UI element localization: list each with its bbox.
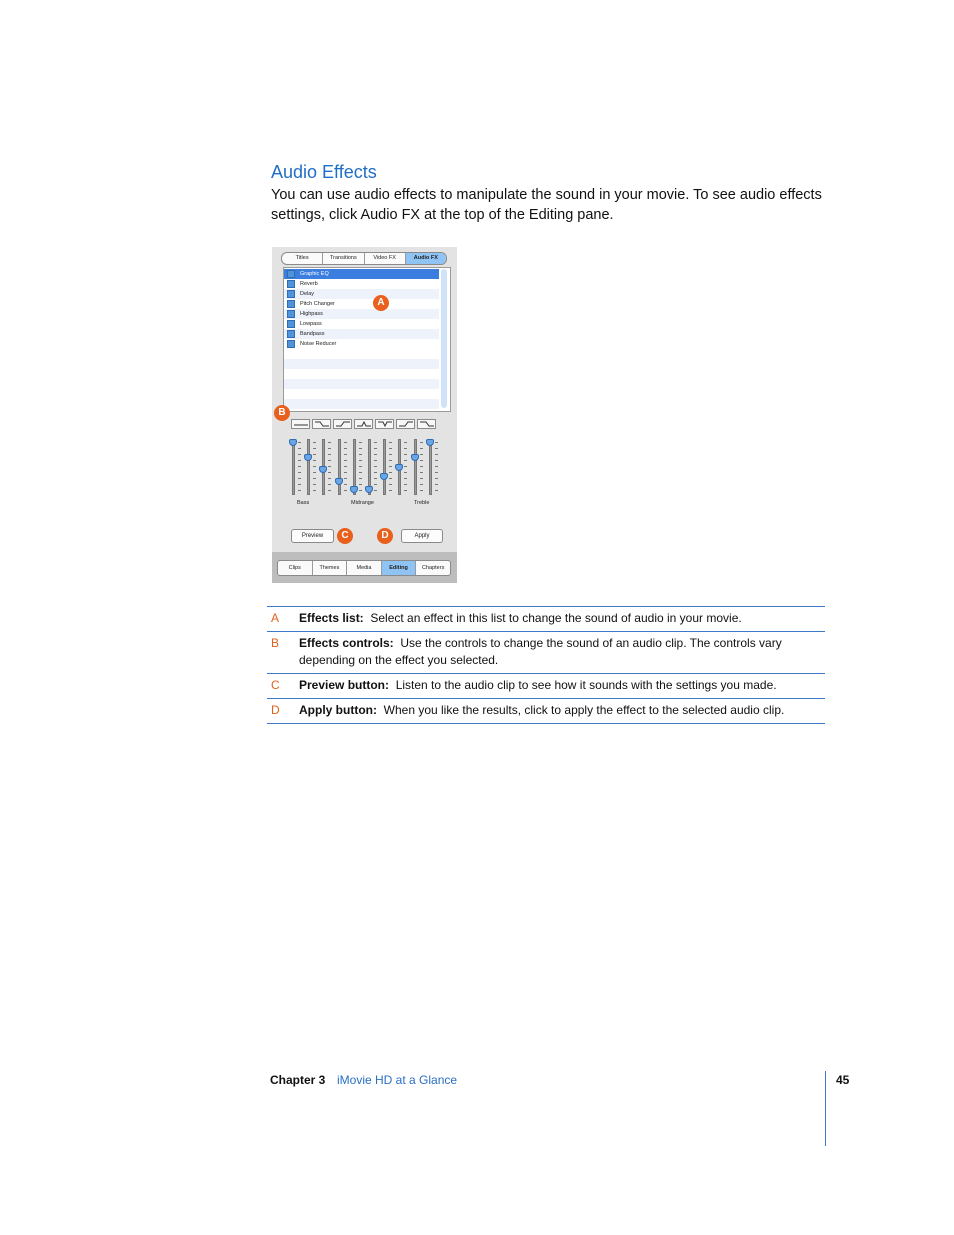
eq-tick — [313, 484, 316, 485]
eq-tick — [359, 490, 362, 491]
key-term: Apply button: — [299, 703, 377, 717]
eq-tick — [328, 454, 331, 455]
eq-tick — [359, 442, 362, 443]
eq-slider-knob[interactable] — [289, 439, 297, 446]
eq-slider-track[interactable] — [338, 439, 341, 495]
eq-tick — [344, 454, 347, 455]
eq-tick — [344, 466, 347, 467]
eq-tick — [404, 466, 407, 467]
eq-tick — [359, 448, 362, 449]
eq-tick — [344, 472, 347, 473]
eq-tick — [313, 442, 316, 443]
eq-tick — [435, 478, 438, 479]
footer-divider — [825, 1071, 826, 1146]
eq-tick — [435, 448, 438, 449]
eq-tick — [328, 442, 331, 443]
eq-tick — [389, 460, 392, 461]
eq-tick — [359, 466, 362, 467]
eq-slider-knob[interactable] — [426, 439, 434, 446]
tab-editing[interactable]: Editing — [382, 561, 417, 575]
eq-tick — [374, 484, 377, 485]
eq-tick — [404, 448, 407, 449]
eq-tick — [374, 442, 377, 443]
eq-tick — [435, 466, 438, 467]
key-description: Select an effect in this list to change the sound of audio in your movie. — [370, 611, 742, 625]
empty-row — [284, 379, 439, 389]
eq-tick — [420, 484, 423, 485]
eq-tick — [328, 478, 331, 479]
eq-tick — [389, 442, 392, 443]
eq-slider-knob[interactable] — [350, 486, 358, 493]
eq-tick — [344, 460, 347, 461]
eq-tick — [298, 460, 301, 461]
preset-mid-cut-button[interactable] — [375, 419, 394, 429]
tab-audio-fx[interactable]: Audio FX — [406, 253, 446, 264]
eq-tick — [344, 490, 347, 491]
eq-tick — [404, 490, 407, 491]
eq-tick — [313, 472, 316, 473]
eq-tick — [298, 454, 301, 455]
key-row-b — [267, 632, 825, 674]
checkbox-icon[interactable] — [287, 300, 295, 308]
eq-tick — [298, 484, 301, 485]
key-letter: A — [271, 611, 280, 625]
eq-slider-track[interactable] — [414, 439, 417, 495]
key-term: Effects list: — [299, 611, 364, 625]
tab-video-fx[interactable]: Video FX — [365, 253, 406, 264]
eq-tick — [420, 466, 423, 467]
eq-tick — [420, 454, 423, 455]
eq-tick — [420, 442, 423, 443]
key-letter: D — [271, 703, 280, 717]
callout-key-table — [267, 606, 825, 724]
eq-tick — [374, 454, 377, 455]
eq-tick — [359, 478, 362, 479]
eq-tick — [359, 484, 362, 485]
eq-tick — [404, 442, 407, 443]
list-scrollbar[interactable] — [441, 269, 447, 408]
eq-tick — [374, 490, 377, 491]
eq-tick — [389, 490, 392, 491]
footer-chapter: Chapter 3 — [270, 1073, 326, 1087]
eq-slider-knob[interactable] — [319, 466, 327, 473]
eq-tick — [389, 454, 392, 455]
eq-slider-knob[interactable] — [411, 454, 419, 461]
preset-flat-button[interactable] — [291, 419, 310, 429]
eq-slider-knob[interactable] — [304, 454, 312, 461]
eq-tick — [313, 478, 316, 479]
apply-button[interactable]: Apply — [401, 529, 443, 543]
eq-label-bass: Bass — [297, 500, 310, 506]
key-letter: C — [271, 678, 280, 692]
eq-tick — [389, 448, 392, 449]
eq-tick — [404, 460, 407, 461]
key-term: Effects controls: — [299, 636, 394, 650]
eq-tick — [420, 478, 423, 479]
eq-tick — [404, 454, 407, 455]
tab-titles[interactable]: Titles — [282, 253, 323, 264]
eq-tick — [404, 472, 407, 473]
eq-tick — [359, 460, 362, 461]
eq-tick — [328, 466, 331, 467]
key-description: Use the controls to change the sound of an audio clip. The controls vary depending on the effect you selected. — [299, 636, 782, 667]
eq-tick — [313, 490, 316, 491]
eq-tick — [404, 478, 407, 479]
eq-label-midrange: Midrange — [351, 500, 374, 506]
key-row-c — [267, 674, 825, 699]
checkbox-icon[interactable] — [287, 320, 295, 328]
eq-tick — [344, 442, 347, 443]
checkbox-icon[interactable] — [287, 280, 295, 288]
effect-item-graphic-eq[interactable]: Graphic EQ — [284, 269, 439, 279]
checkbox-icon[interactable] — [287, 290, 295, 298]
eq-tick — [435, 472, 438, 473]
eq-label-treble: Treble — [414, 500, 430, 506]
eq-tick — [359, 472, 362, 473]
empty-row — [284, 399, 439, 409]
audio-fx-screenshot — [272, 247, 457, 583]
preset-low-shelf-button[interactable] — [417, 419, 436, 429]
eq-tick — [389, 484, 392, 485]
eq-tick — [420, 448, 423, 449]
eq-slider-knob[interactable] — [365, 486, 373, 493]
eq-tick — [435, 442, 438, 443]
eq-tick — [435, 460, 438, 461]
eq-tick — [298, 472, 301, 473]
checkbox-icon[interactable] — [287, 310, 295, 318]
top-tab-bar — [281, 252, 447, 265]
eq-slider-knob[interactable] — [335, 478, 343, 485]
eq-tick — [420, 490, 423, 491]
eq-slider-knob[interactable] — [395, 464, 403, 471]
checkbox-icon[interactable] — [287, 270, 295, 278]
preset-bass-boost-button[interactable] — [312, 419, 331, 429]
eq-tick — [389, 466, 392, 467]
eq-tick — [328, 448, 331, 449]
eq-tick — [435, 484, 438, 485]
eq-slider-track[interactable] — [307, 439, 310, 495]
effect-item-pitch-changer[interactable]: Pitch Changer — [284, 299, 439, 309]
eq-tick — [298, 448, 301, 449]
eq-tick — [313, 466, 316, 467]
eq-tick — [344, 478, 347, 479]
eq-tick — [328, 490, 331, 491]
tab-media[interactable]: Media — [347, 561, 382, 575]
eq-tick — [328, 484, 331, 485]
empty-row — [284, 359, 439, 369]
effect-item-reverb[interactable]: Reverb — [284, 279, 439, 289]
eq-tick — [374, 478, 377, 479]
eq-tick — [313, 454, 316, 455]
checkbox-icon[interactable] — [287, 330, 295, 338]
eq-tick — [313, 460, 316, 461]
tab-themes[interactable]: Themes — [313, 561, 348, 575]
eq-tick — [404, 484, 407, 485]
eq-tick — [359, 454, 362, 455]
eq-tick — [298, 466, 301, 467]
callout-c: C — [337, 528, 353, 544]
key-description: When you like the results, click to apply the effect to the selected audio clip. — [383, 703, 785, 717]
effect-item-bandpass[interactable]: Bandpass — [284, 329, 439, 339]
effects-list[interactable] — [283, 267, 451, 412]
effect-item-delay[interactable]: Delay — [284, 289, 439, 299]
eq-tick — [389, 472, 392, 473]
eq-slider-track[interactable] — [292, 439, 295, 495]
callout-d: D — [377, 528, 393, 544]
effect-item-noise-reducer[interactable]: Noise Reducer — [284, 339, 439, 349]
eq-tick — [374, 472, 377, 473]
eq-tick — [298, 490, 301, 491]
footer-chapter-title: iMovie HD at a Glance — [337, 1073, 458, 1087]
effect-item-lowpass[interactable]: Lowpass — [284, 319, 439, 329]
eq-slider-knob[interactable] — [380, 473, 388, 480]
section-heading: Audio Effects — [271, 162, 377, 182]
eq-tick — [420, 460, 423, 461]
key-term: Preview button: — [299, 678, 390, 692]
eq-tick — [435, 490, 438, 491]
preset-treble-boost-button[interactable] — [333, 419, 352, 429]
eq-tick — [328, 460, 331, 461]
eq-slider-track[interactable] — [429, 439, 432, 495]
eq-tick — [420, 472, 423, 473]
eq-tick — [328, 472, 331, 473]
eq-tick — [313, 448, 316, 449]
eq-slider-track[interactable] — [383, 439, 386, 495]
eq-tick — [344, 484, 347, 485]
effect-item-highpass[interactable]: Highpass — [284, 309, 439, 319]
eq-tick — [374, 460, 377, 461]
preview-button[interactable]: Preview — [291, 529, 334, 543]
callout-a: A — [373, 295, 389, 311]
eq-tick — [435, 454, 438, 455]
preset-mid-boost-button[interactable] — [354, 419, 373, 429]
eq-tick — [374, 466, 377, 467]
eq-tick — [344, 448, 347, 449]
key-row-d — [267, 699, 825, 724]
checkbox-icon[interactable] — [287, 340, 295, 348]
key-row-a — [267, 607, 825, 632]
tab-chapters[interactable]: Chapters — [422, 565, 445, 571]
key-description: Listen to the audio clip to see how it sounds with the settings you made. — [395, 678, 777, 692]
eq-tick — [374, 448, 377, 449]
bottom-bar — [272, 552, 457, 583]
tab-clips[interactable]: Clips — [278, 561, 313, 575]
preset-high-shelf-button[interactable] — [396, 419, 415, 429]
callout-b: B — [274, 405, 290, 421]
tab-transitions[interactable]: Transitions — [323, 253, 364, 264]
key-letter: B — [271, 636, 280, 650]
intro-paragraph: You can use audio effects to manipulate the sound in your movie. To see audio effects settings, click Audio FX at the top of the Editing pane. — [271, 187, 822, 223]
eq-tick — [298, 478, 301, 479]
eq-tick — [298, 442, 301, 443]
page-number: 45 — [836, 1073, 850, 1087]
eq-tick — [389, 478, 392, 479]
bottom-tab-bar — [277, 560, 451, 576]
